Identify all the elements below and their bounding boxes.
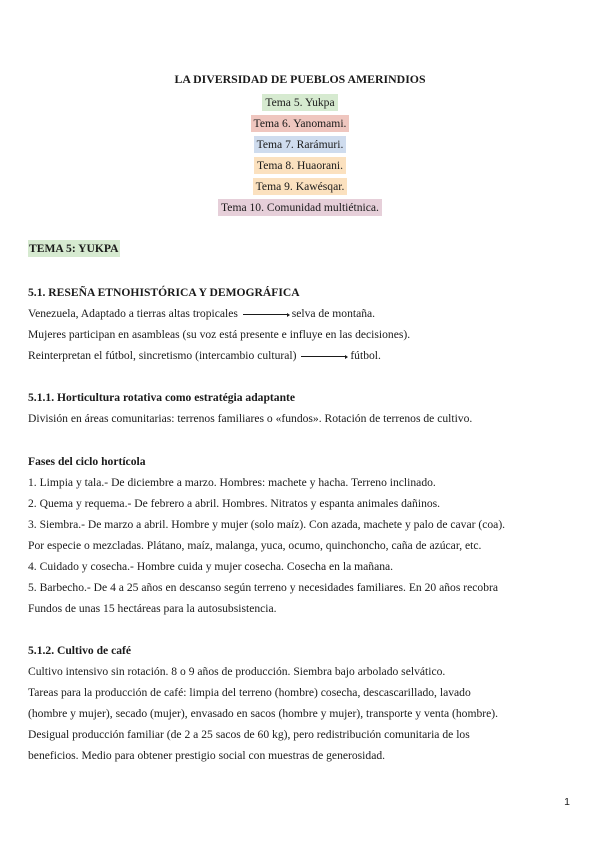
document-title: LA DIVERSIDAD DE PUEBLOS AMERINDIOS (174, 72, 426, 86)
tema-10-highlight: Tema 10. Comunidad multiétnica. (218, 199, 382, 216)
fases-line: 2. Quema y requema.- De febrero a abril. Hombres. Nitratos y espanta animales dañinos. (28, 497, 441, 510)
s512-line: Tareas para la producción de café: limpia del terreno (hombre) cosecha, descascarillado, lavado (28, 686, 471, 699)
fases-line: Por especie o mezcladas. Plátano, maíz, malanga, yuca, ocumo, quinchoncho, caña de azúcar, etc. (28, 539, 482, 552)
tema-10-label (0, 200, 600, 216)
tema-7-label (0, 137, 600, 153)
fases-line: Fundos de unas 15 hectáreas para la autosubsistencia. (28, 602, 277, 615)
fases-heading: Fases del ciclo hortícola (28, 455, 146, 468)
s51-heading: 5.1. RESEÑA ETNOHISTÓRICA Y DEMOGRÁFICA (28, 286, 300, 299)
s51-line-3: Reinterpretan el fútbol, sincretismo (intercambio cultural) fútbol. (28, 349, 381, 362)
s51-line-2: Mujeres participan en asambleas (su voz está presente e influye en las decisiones). (28, 328, 411, 341)
s512-line: beneficios. Medio para obtener prestigio social con muestras de generosidad. (28, 749, 386, 762)
s51-line-1: Venezuela, Adaptado a tierras altas tropicales selva de montaña. (28, 307, 376, 320)
page-number: 1 (564, 796, 570, 808)
tema-8-highlight: Tema 8. Huaorani. (254, 157, 346, 174)
arrow-icon (243, 314, 287, 315)
s511-line-1: División en áreas comunitarias: terrenos familiares o «fundos». Rotación de terrenos de cultivo. (28, 412, 473, 425)
s512-line: Cultivo intensivo sin rotación. 8 o 9 años de producción. Siembra bajo arbolado selvático. (28, 665, 446, 678)
fases-line: 3. Siembra.- De marzo a abril. Hombre y mujer (solo maíz). Con azada, machete y palo de cavar (coa). (28, 518, 506, 531)
arrow-icon (301, 356, 345, 357)
fases-line: 4. Cuidado y cosecha.- Hombre cuida y mujer cosecha. Cosecha en la mañana. (28, 560, 394, 573)
tema-5-highlight: Tema 5. Yukpa (262, 94, 337, 111)
tema-6-highlight: Tema 6. Yanomami. (251, 115, 350, 132)
tema-8-label (0, 158, 600, 174)
section-heading: TEMA 5: YUKPA (29, 242, 119, 255)
s512-line: Desigual producción familiar (de 2 a 25 sacos de 60 kg), pero redistribución comunitaria de los (28, 728, 470, 741)
tema-9-label (0, 179, 600, 195)
tema-5-label (0, 95, 600, 111)
tema-7-highlight: Tema 7. Rarámuri. (254, 136, 347, 153)
tema-6-label (0, 116, 600, 132)
fases-line: 5. Barbecho.- De 4 a 25 años en descanso según terreno y necesidades familiares. En 20 años recobra (28, 581, 499, 594)
s512-line: (hombre y mujer), secado (mujer), envasado en sacos (hombre y mujer), transporte y venta (hombre). (28, 707, 499, 720)
tema-9-highlight: Tema 9. Kawésqar. (253, 178, 348, 195)
fases-line: 1. Limpia y tala.- De diciembre a marzo. Hombres: machete y hacha. Terreno inclinado. (28, 476, 436, 489)
s512-heading: 5.1.2. Cultivo de café (28, 644, 132, 657)
s511-heading: 5.1.1. Horticultura rotativa como estratégia adaptante (28, 391, 296, 404)
